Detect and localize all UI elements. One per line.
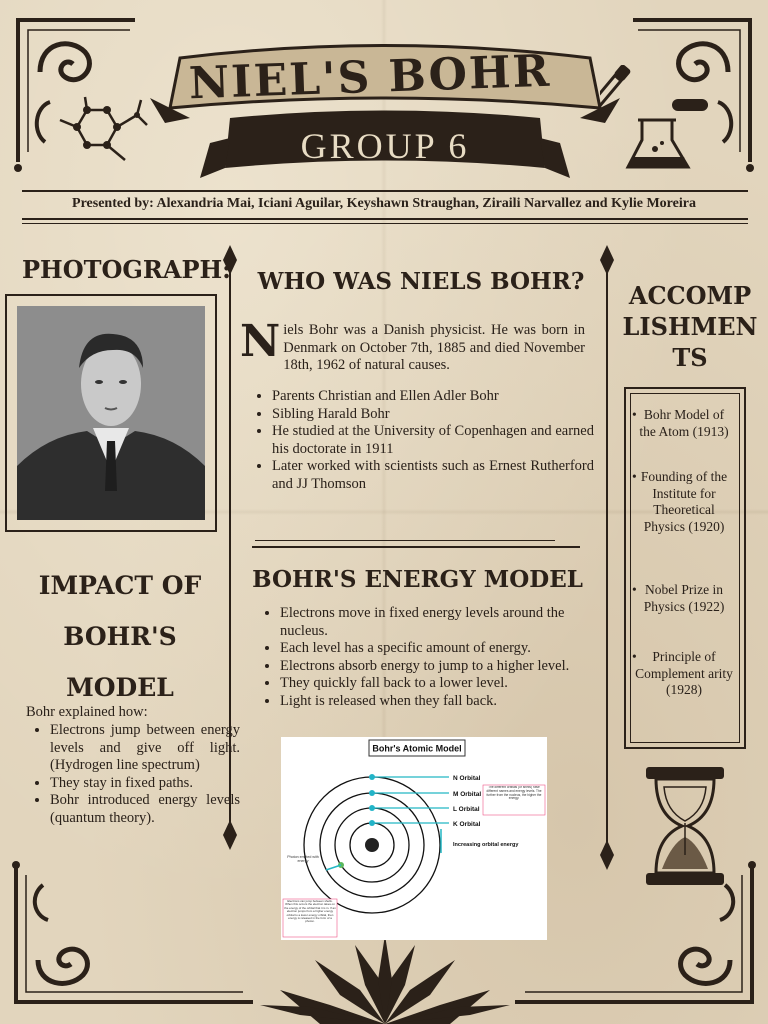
list-item: • They quickly fall back to a lower level. (280, 675, 602, 693)
orbital-note: The different orbitals (or shells) have different names and energy levels. The further from the nucleus, the higher the energy. (486, 786, 542, 801)
impact-bullets (28, 722, 240, 827)
portrait-photo (17, 306, 205, 520)
atomic-model-diagram (281, 737, 547, 940)
sunburst-ornament (260, 935, 510, 1024)
who-intro-text: iels Bohr was a Danish physicist. He was born in Denmark on October 7th, 1885 and died November 18th, 1962 of natural causes. (283, 322, 585, 373)
list-item: • Parents Christian and Ellen Adler Bohr (272, 388, 594, 406)
hourglass-icon (642, 765, 728, 887)
list-item: • He studied at the University of Copenhagen and earned his doctorate in 1911 (272, 423, 594, 458)
who-intro (240, 316, 585, 375)
list-item: • Electrons absorb energy to jump to a higher level. (280, 658, 602, 676)
increasing-energy-label: Increasing orbital energy (453, 842, 519, 848)
list-item: • Light is released when they fall back. (280, 693, 602, 711)
divider-ornament (598, 840, 616, 870)
divider-bottom (22, 218, 748, 220)
presenters-line: Presented by: Alexandria Mai, Iciani Aguilar, Keyshawn Straughan, Ziraili Narvallez and Kylie Moreira (72, 196, 696, 211)
drop-cap: N (240, 316, 281, 367)
list-item: • Each level has a specific amount of energy. (280, 640, 602, 658)
orbital-label: L Orbital (453, 806, 480, 813)
energy-bullets (258, 605, 602, 710)
accomplishment-item: • Nobel Prize in Physics (1922) (632, 582, 725, 614)
who-bullets (250, 388, 594, 493)
impact-heading-line: IMPACT OF (38, 571, 202, 600)
divider-bottom-thin (22, 223, 748, 224)
orbital-label: M Orbital (453, 791, 482, 798)
accomplishments-box (624, 387, 746, 749)
accomplishments-heading-line: ACCOMP (628, 281, 752, 310)
list-item: • Electrons move in fixed energy levels around the nucleus. (280, 605, 602, 640)
molecule-icon (55, 95, 150, 170)
who-heading: WHO WAS NIELS BOHR? (257, 268, 585, 295)
orbital-label: K Orbital (453, 821, 481, 828)
accomplishments-heading-line: TS (672, 343, 708, 372)
column-divider-right (606, 250, 608, 860)
impact-heading-line: MODEL (66, 673, 174, 702)
impact-heading-line: BOHR'S (63, 622, 177, 651)
list-item: • Electrons jump between energy levels and give off light. (Hydrogen line spectrum) (50, 722, 240, 775)
energy-heading: BOHR'S ENERGY MODEL (252, 566, 583, 593)
impact-intro: Bohr explained how: (26, 704, 148, 720)
photon-label: Photon emitted with energy (287, 855, 319, 864)
photo-frame (5, 294, 217, 532)
list-item: • Later worked with scientists such as Ernest Rutherford and JJ Thomson (272, 458, 594, 493)
electron-jump-note: Electrons can jump between shells. When this occurs the electron takes on the energy of the orbital that it is in. If an electron jumps from a higher energy orbital to a lower energy orbital, then energy is released in the form of a photon. (284, 900, 336, 924)
accomplishments-heading (615, 280, 765, 373)
orbital-label: N Orbital (453, 775, 481, 782)
list-item: • They stay in fixed paths. (50, 775, 240, 793)
list-item: • Sibling Harald Bohr (272, 406, 594, 424)
divider-top (22, 190, 748, 192)
group-label: GROUP 6 (300, 126, 470, 166)
accomplishment-item: • Founding of the Institute for Theoretical Physics (1920) (632, 469, 728, 534)
accomplishment-item: • Bohr Model of the Atom (1913) (632, 407, 729, 439)
section-divider-thick (252, 546, 580, 548)
section-divider (255, 540, 555, 541)
diagram-title: Bohr's Atomic Model (372, 743, 462, 754)
page-title: NIEL'S BOHR (188, 45, 552, 110)
accomplishment-item: • Principle of Complement arity (1928) (632, 649, 733, 697)
list-item: • Bohr introduced energy levels (quantum theory). (50, 792, 240, 827)
corner-flourish-bottom-left (8, 860, 258, 1010)
accomplishments-heading-line: LISHMEN (622, 312, 758, 341)
photograph-heading: PHOTOGRAPH: (22, 255, 232, 284)
impact-heading (15, 560, 225, 713)
